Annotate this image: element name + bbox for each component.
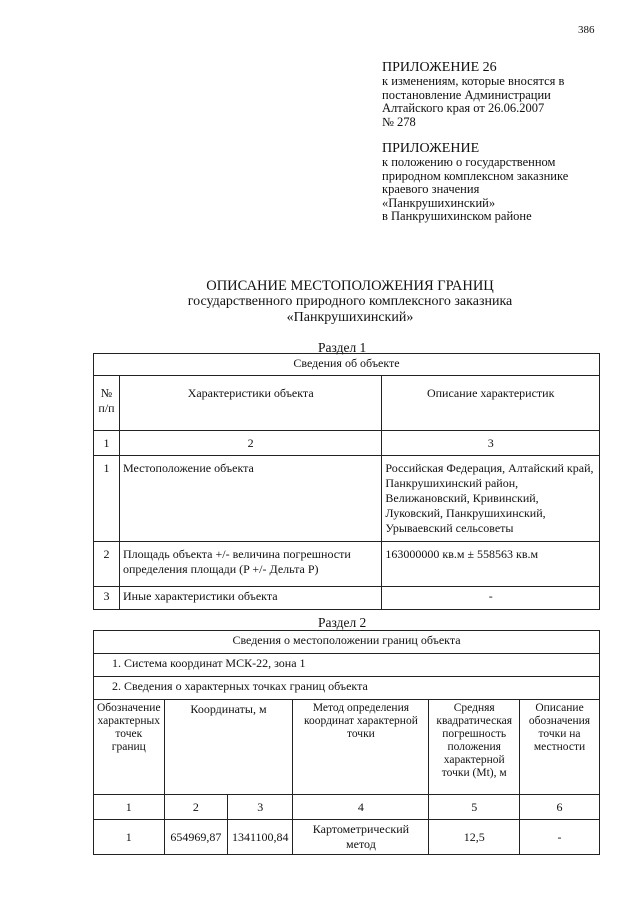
point-x: 654969,87 xyxy=(164,820,228,855)
row-number: 2 xyxy=(94,542,120,587)
appendix-26-heading: ПРИЛОЖЕНИЕ 26 xyxy=(382,60,497,75)
appendix-26-line: № 278 xyxy=(382,114,416,129)
page-number: 386 xyxy=(578,24,595,36)
appendix-main-heading: ПРИЛОЖЕНИЕ xyxy=(382,141,480,156)
row-characteristic: Площадь объекта +/- величина погрешности определения площади (P +/- Дельта P) xyxy=(119,542,381,587)
appendix-main-line: в Панкрушихинском районе xyxy=(382,209,532,223)
col-number: 5 xyxy=(429,795,520,820)
section-2-label: Раздел 2 xyxy=(318,615,367,630)
row-number: 1 xyxy=(94,456,120,542)
point-number: 1 xyxy=(94,820,165,855)
coordinate-system: 1. Система координат МСК-22, зона 1 xyxy=(94,654,600,677)
header-description: Описание характеристик xyxy=(382,376,600,431)
section-1-label: Раздел 1 xyxy=(318,340,367,355)
title-line-2: государственного природного комплексного заказника xyxy=(187,294,513,309)
header-location-description: Описание обозначения точки на местности xyxy=(520,700,600,795)
title-line-1: ОПИСАНИЕ МЕСТОПОЛОЖЕНИЯ ГРАНИЦ xyxy=(206,278,494,294)
col-number: 1 xyxy=(94,431,120,456)
row-description: Российская Федерация, Алтайский край, Панкрушихинский район, Велижановский, Кривинский, Луковский, Панкрушихинский, Урываевский сельсоветы xyxy=(382,456,600,542)
point-mean-error: 12,5 xyxy=(429,820,520,855)
appendix-main-line: к положению о государственном xyxy=(382,155,556,169)
point-y: 1341100,84 xyxy=(228,820,293,855)
appendix-main-block xyxy=(382,141,568,224)
col-number: 1 xyxy=(94,795,165,820)
header-method: Метод определения координат характерной точки xyxy=(293,700,429,795)
appendix-26-line: постановление Администрации xyxy=(382,87,551,102)
table-title: Сведения об объекте xyxy=(94,354,600,376)
appendix-26-block xyxy=(382,60,564,129)
row-number: 3 xyxy=(94,587,120,610)
document-title xyxy=(0,278,639,326)
title-line-3: «Панкрушихинский» xyxy=(286,310,414,325)
points-title: 2. Сведения о характерных точках границ объекта xyxy=(94,677,600,700)
row-characteristic: Иные характеристики объекта xyxy=(119,587,381,610)
row-characteristic: Местоположение объекта xyxy=(119,456,381,542)
point-description: - xyxy=(520,820,600,855)
header-characteristic: Характеристики объекта xyxy=(119,376,381,431)
col-number: 3 xyxy=(228,795,293,820)
col-number: 2 xyxy=(164,795,228,820)
row-description: - xyxy=(382,587,600,610)
appendix-main-line: краевого значения xyxy=(382,182,480,196)
point-method: Картометрический метод xyxy=(293,820,429,855)
col-number: 4 xyxy=(293,795,429,820)
row-description: 163000000 кв.м ± 558563 кв.м xyxy=(382,542,600,587)
appendix-main-line: «Панкрушихинский» xyxy=(382,195,496,210)
table-row xyxy=(94,820,600,855)
object-info-table xyxy=(93,353,600,610)
header-point-designation: Обозначение характерных точек границ xyxy=(94,700,165,795)
col-number: 6 xyxy=(520,795,600,820)
col-number: 3 xyxy=(382,431,600,456)
appendix-26-line: к изменениям, которые вносятся в xyxy=(382,74,565,88)
header-coordinates: Координаты, м xyxy=(164,700,293,795)
header-mean-error: Средняя квадратическая погрешность положения характерной точки (Mt), м xyxy=(429,700,520,795)
col-number: 2 xyxy=(119,431,381,456)
table-title: Сведения о местоположении границ объекта xyxy=(94,631,600,654)
appendix-main-line: природном комплексном заказнике xyxy=(382,168,569,183)
appendix-26-line: Алтайского края от 26.06.2007 xyxy=(382,101,545,115)
header-number: № п/п xyxy=(94,376,120,431)
boundary-points-table xyxy=(93,630,600,855)
